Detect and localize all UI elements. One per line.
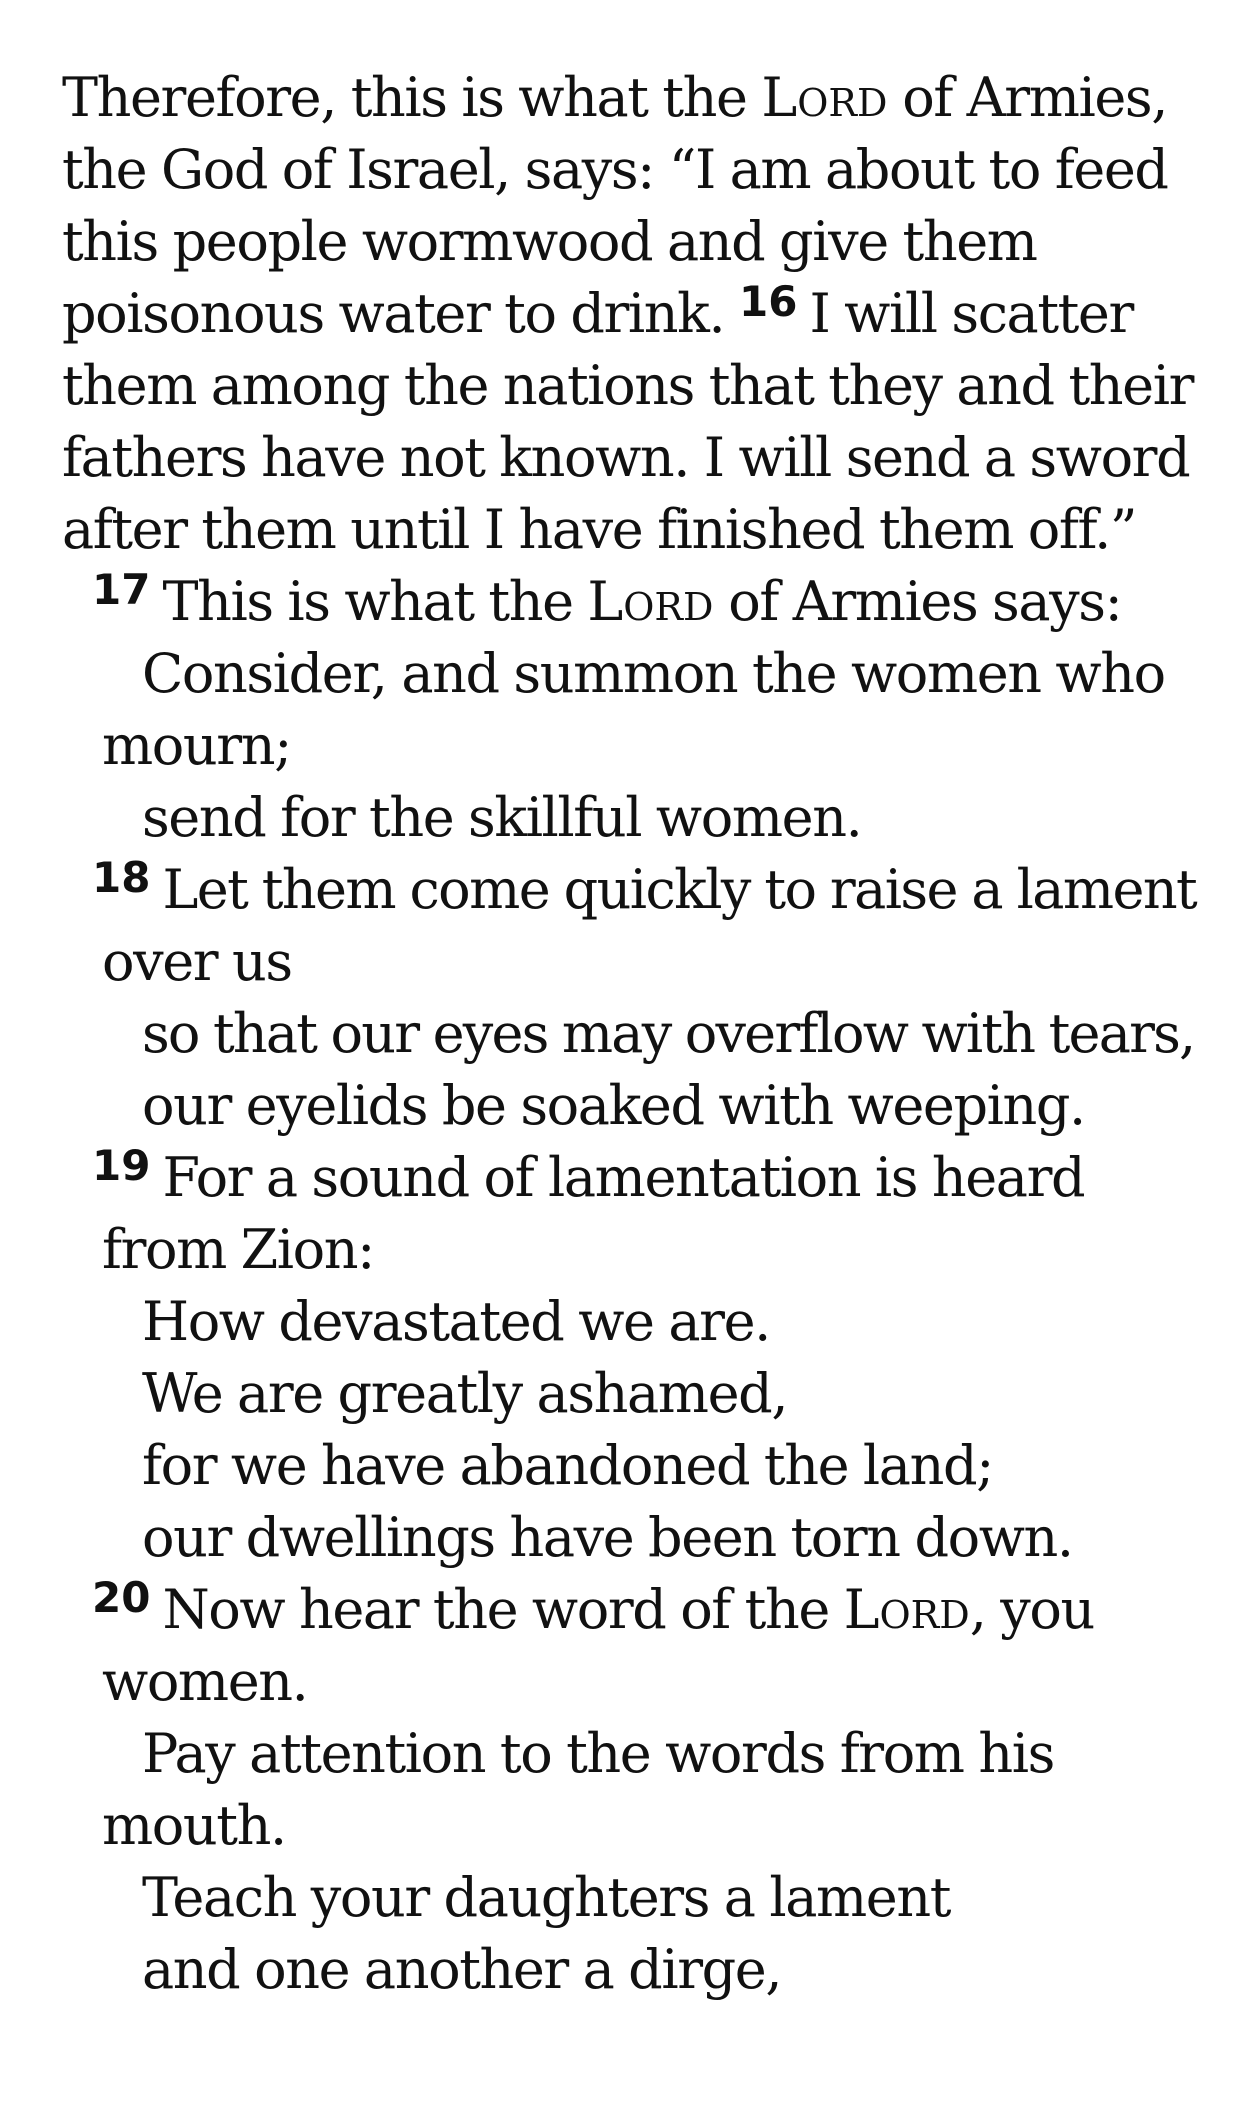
text-run: of Armies,	[887, 66, 1168, 129]
passage-line	[62, 62, 1202, 134]
text-run: I will scatter	[809, 282, 1133, 345]
verse-19-line	[62, 1142, 1202, 1214]
passage-line: our eyelids be soaked with weeping.	[142, 1074, 1085, 1137]
passage-line	[62, 278, 1202, 350]
text-run: For a sound of lamentation is heard	[162, 1146, 1085, 1209]
passage-line: women.	[102, 1650, 308, 1713]
verse-17-line	[62, 566, 1202, 638]
verse-20-line	[62, 1574, 1202, 1646]
passage-line: Teach your daughters a lament	[142, 1866, 951, 1929]
passage-line: from Zion:	[102, 1218, 374, 1281]
passage-line: mourn;	[102, 714, 291, 777]
passage-line: We are greatly ashamed,	[142, 1362, 788, 1425]
passage-line: and one another a dirge,	[142, 1938, 782, 2001]
passage-line: the God of Israel, says: “I am about to feed	[62, 138, 1168, 201]
text-run: , you	[969, 1578, 1094, 1641]
passage-line: over us	[102, 930, 292, 993]
verse-number: 20	[92, 1573, 151, 1622]
verse-number: 19	[92, 1141, 151, 1190]
passage-line: for we have abandoned the land;	[142, 1434, 993, 1497]
passage-line: so that our eyes may overflow with tears,	[142, 1002, 1195, 1065]
verse-number: 18	[92, 853, 151, 902]
passage-line: mouth.	[102, 1794, 286, 1857]
verse-18-line	[62, 854, 1202, 926]
passage-line: Consider, and summon the women who	[142, 642, 1165, 705]
divine-name: Lord	[843, 1578, 970, 1641]
verse-number: 17	[92, 565, 151, 614]
passage-line: them among the nations that they and their	[62, 354, 1194, 417]
divine-name: Lord	[761, 66, 888, 129]
text-run: of Armies says:	[713, 570, 1122, 633]
passage-line: Pay attention to the words from his	[142, 1722, 1054, 1785]
passage-line: fathers have not known. I will send a sword	[62, 426, 1190, 489]
text-run: Let them come quickly to raise a lament	[162, 858, 1197, 921]
text-run: Therefore, this is what the	[62, 66, 762, 129]
passage-line: this people wormwood and give them	[62, 210, 1037, 273]
text-run: Now hear the word of the	[162, 1578, 844, 1641]
verse-number: 16	[739, 277, 798, 326]
text-run: This is what the	[162, 570, 588, 633]
scripture-passage	[62, 62, 1202, 2006]
passage-line: How devastated we are.	[142, 1290, 770, 1353]
passage-line: our dwellings have been torn down.	[142, 1506, 1073, 1569]
passage-line: send for the skillful women.	[142, 786, 862, 849]
text-run: poisonous water to drink.	[62, 282, 740, 345]
divine-name: Lord	[587, 570, 714, 633]
passage-line: after them until I have finished them off.”	[62, 498, 1137, 561]
